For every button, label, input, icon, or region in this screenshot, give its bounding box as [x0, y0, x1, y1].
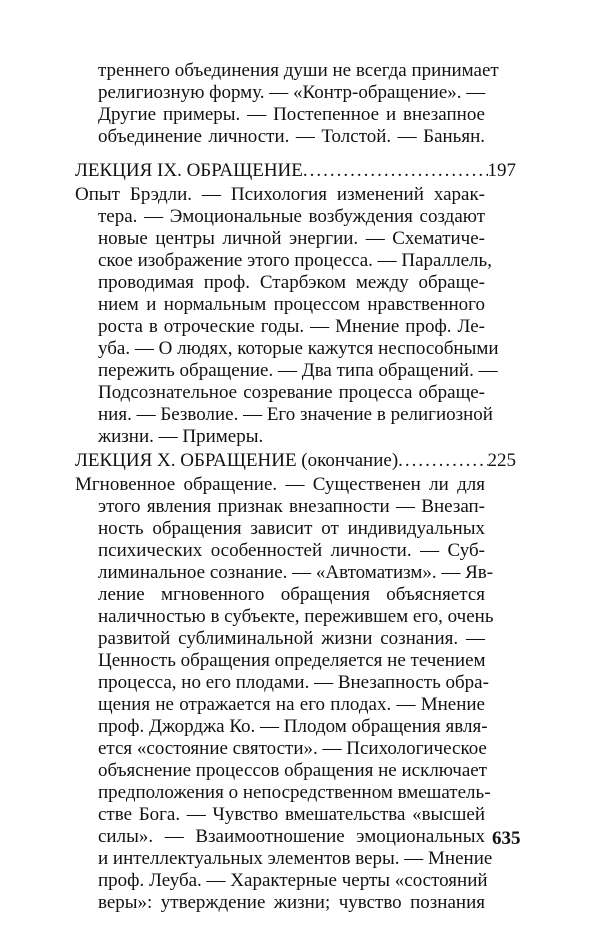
- text-line: ется «состояние святости». — Психологическое: [98, 738, 487, 759]
- text-line: тера. — Эмоциональные возбуждения создают: [98, 206, 485, 227]
- text-line: Подсознательное созревание процесса обраще-: [98, 382, 485, 403]
- lecture-9-heading: [75, 160, 516, 182]
- text-line: ление мгновенного обращения объясняется: [98, 584, 485, 605]
- text-line: Ценность обращения определяется не течением: [98, 650, 486, 671]
- lecture-10-title: ЛЕКЦИЯ X. ОБРАЩЕНИЕ (окончание): [75, 450, 399, 471]
- text-line: треннего объединения души не всегда принимает: [98, 60, 499, 81]
- text-line: религиозную форму. — «Контр-обращение». —: [98, 82, 486, 103]
- text-line: наличностью в субъекте, пережившем его, очень: [98, 606, 494, 627]
- text-line: нием и нормальным процессом нравственного: [98, 294, 485, 315]
- lecture-9-title: ЛЕКЦИЯ IX. ОБРАЩЕНИЕ: [75, 160, 303, 181]
- text-line: и интеллектуальных элементов веры. — Мнение: [98, 848, 493, 869]
- text-line: силы». — Взаимоотношение эмоциональных: [98, 826, 485, 847]
- text-line: ния. — Безволие. — Его значение в религиозной: [98, 404, 493, 425]
- leader-dots: [398, 450, 487, 472]
- text-line: стве Бога. — Чувство вмешательства «высшей: [98, 804, 485, 825]
- text-line: лиминальное сознание. — «Автоматизм». — Яв-: [98, 562, 494, 583]
- text-line: жизни. — Примеры.: [98, 426, 264, 447]
- text-line: этого явления признак внезапности — Внезап-: [98, 496, 485, 517]
- text-line: объединение личности. — Толстой. — Баньян.: [98, 126, 485, 147]
- page-number: 635: [492, 828, 521, 849]
- text-line: ское изображение этого процесса. — Параллель,: [98, 250, 492, 271]
- text-line: объяснение процессов обращения не исключает: [98, 760, 487, 781]
- text-line: щения не отражается на его плодах. — Мнение: [98, 694, 485, 715]
- text-line: уба. — О людях, которые кажутся неспособными: [98, 338, 499, 359]
- text-line: веры»: утверждение жизни; чувство познания: [98, 892, 485, 913]
- text-line: роста в отроческие годы. — Мнение проф. Ле-: [98, 316, 485, 337]
- text-line: новые центры личной энергии. — Схематиче-: [98, 228, 485, 249]
- text-line: ность обращения зависит от индивидуальных: [98, 518, 485, 539]
- text-line: проводимая проф. Старбэком между обраще-: [98, 272, 485, 293]
- text-line: процесса, но его плодами. — Внезапность обра-: [98, 672, 489, 693]
- text-line: предположения о непосредственном вмешатель-: [98, 782, 491, 803]
- lecture-10-page: 225: [487, 450, 516, 471]
- text-line: Мгновенное обращение. — Существенен ли для: [75, 474, 485, 495]
- text-line: психических особенностей личности. — Суб-: [98, 540, 485, 561]
- lecture-9-page: 197: [487, 160, 516, 181]
- lecture-10-heading: [75, 450, 516, 472]
- text-line: развитой сублиминальной жизни сознания. —: [98, 628, 485, 649]
- text-line: проф. Леуба. — Характерные черты «состояний: [98, 870, 488, 891]
- text-line: Другие примеры. — Постепенное и внезапное: [98, 104, 485, 125]
- text-line: Опыт Брэдли. — Психология изменений харак-: [75, 184, 485, 205]
- text-line: пережить обращение. — Два типа обращений. —: [98, 360, 498, 381]
- text-line: проф. Джорджа Ко. — Плодом обращения явля-: [98, 716, 488, 737]
- leader-dots: [303, 160, 488, 182]
